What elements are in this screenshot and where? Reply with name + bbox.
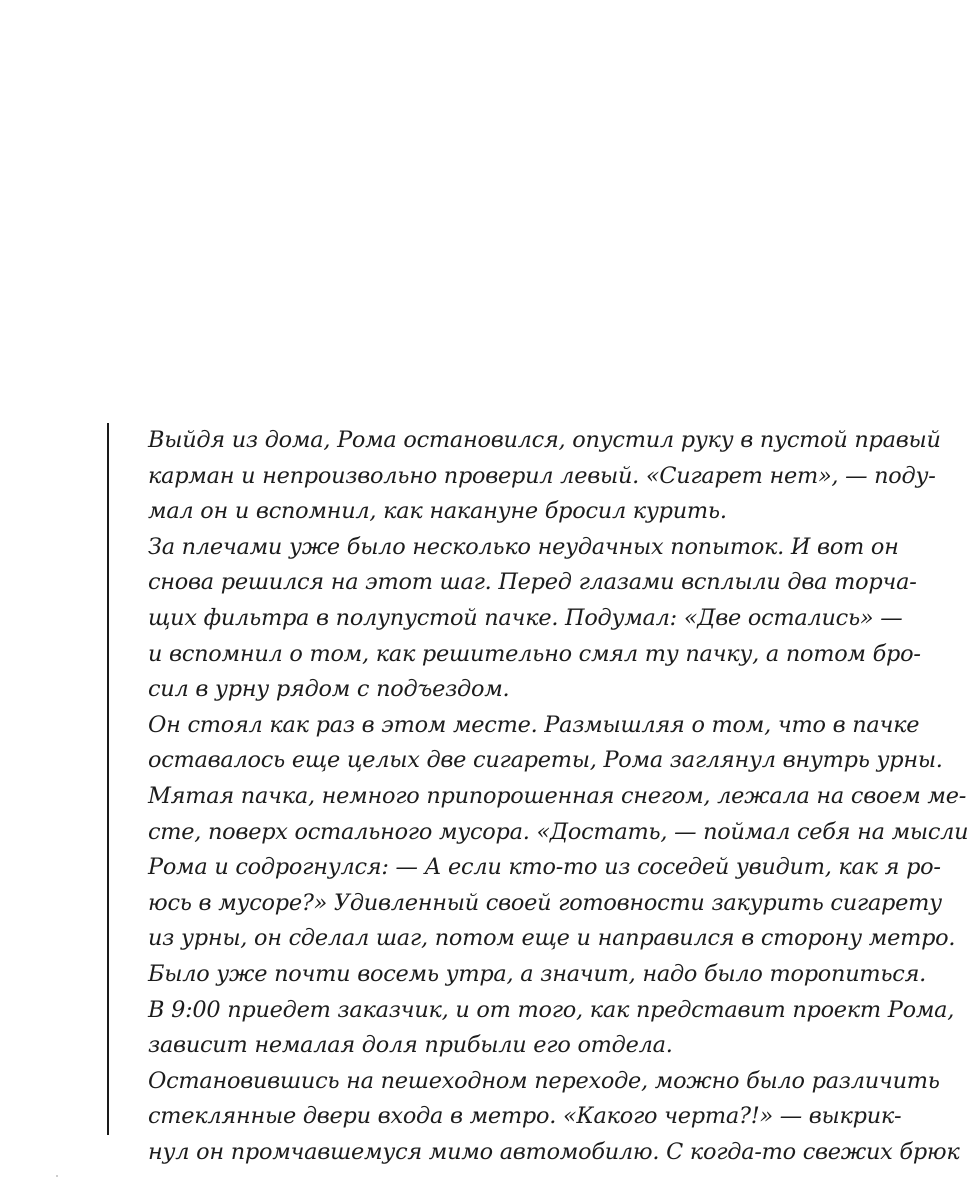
text-line: Мятая пачка, немного припорошенная снегом, лежала на своем ме- <box>148 782 967 809</box>
text-line: Рома и содрогнулся: — А если кто-то из соседей увидит, как я ро- <box>148 854 941 881</box>
text-line: сте, поверх остального мусора. «Достать, — поймал себя на мысли <box>148 818 968 845</box>
text-line: и вспомнил о том, как решительно смял ту пачку, а потом бро- <box>148 640 921 667</box>
text-line: зависит немалая доля прибыли его отдела. <box>148 1032 673 1059</box>
text-line: нул он промчавшемуся мимо автомобилю. С когда-то свежих брюк <box>148 1138 960 1165</box>
text-line: снова решился на этот шаг. Перед глазами всплыли два торча- <box>148 569 917 596</box>
text-line: сил в урну рядом с подъездом. <box>148 676 510 703</box>
text-line: юсь в мусоре?» Удивленный своей готовности закурить сигарету <box>148 889 942 916</box>
text-line: Было уже почти восемь утра, а значит, надо было торопиться. <box>148 960 927 987</box>
text-line: оставалось еще целых две сигареты, Рома заглянул внутрь урны. <box>148 747 943 774</box>
text-line: За плечами уже было несколько неудачных попыток. И вот он <box>148 533 899 560</box>
text-line: Остановившись на пешеходном переходе, можно было различить <box>148 1067 940 1094</box>
text-line: Выйдя из дома, Рома остановился, опустил руку в пустой правый <box>148 427 941 453</box>
text-line: карман и непроизвольно проверил левый. «Сигарет нет», — поду- <box>148 462 936 489</box>
text-line: стеклянные двери входа в метро. «Какого черта?!» — выкрик- <box>148 1103 902 1130</box>
scan-speck <box>56 1175 58 1177</box>
body-text <box>148 423 968 1170</box>
text-line: из урны, он сделал шаг, потом еще и направился в сторону метро. <box>148 925 956 952</box>
text-line: щих фильтра в полупустой пачке. Подумал: «Две остались» — <box>148 604 903 631</box>
text-line: В 9:00 приедет заказчик, и от того, как представит проект Рома, <box>148 996 955 1023</box>
text-line: мал он и вспомнил, как накануне бросил курить. <box>148 498 727 525</box>
margin-rule <box>107 423 109 1135</box>
text-line: Он стоял как раз в этом месте. Размышляя о том, что в пачке <box>148 711 920 738</box>
